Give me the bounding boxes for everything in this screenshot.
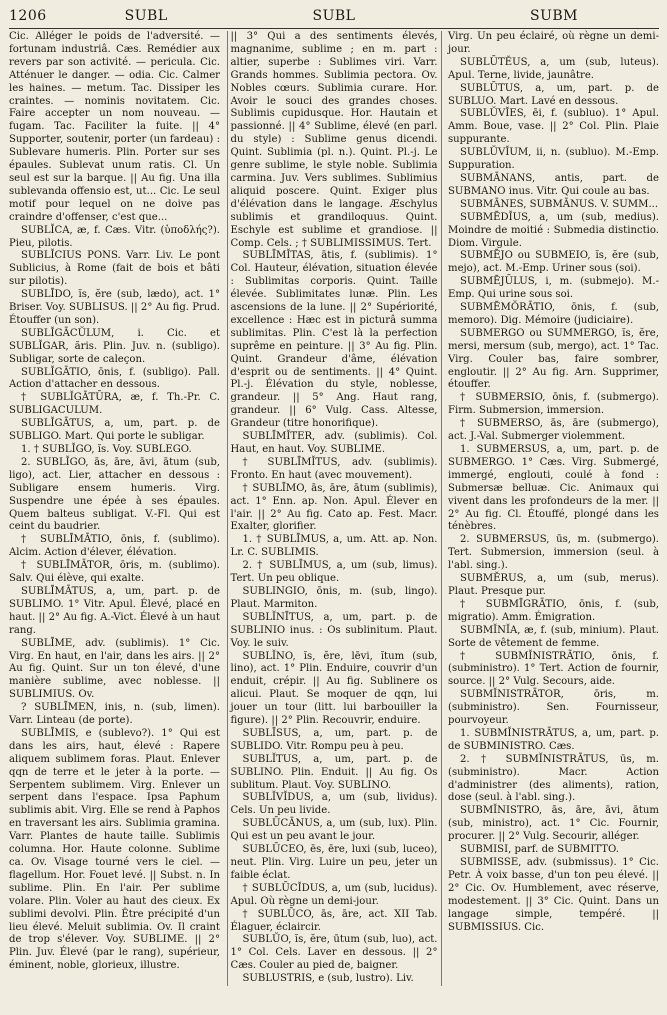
dictionary-entry: SUBLINGIO, ōnis, m. (sub, lingo). Plaut. Marmiton. (230, 585, 438, 610)
dictionary-entry: † SUBMERSIO, ōnis, f. (submergo). Firm. Submersion, immersion. (448, 392, 659, 417)
dictionary-entry: || 3° Qui a des sentiments élevés, magnanime, sublime ; en m. part : altier, superbe : Sublimes viri. Varr. Grands hommes. Sublimia pectora. Ov. Nobles cœurs. Sublimia curare. Hor. Avoir le souci des grandes choses. Sublimis cupidusque. Hor. Hautain et passionné. || 4° Sublime, élevé (en parl. du style) : Sublime genus dicendi. Quint. Sublimia (pl. n.). Quint. Pl.-j. Le genre sublime, le style noble. Sublimia carmina. Juv. Vers sublimes. Sublimius aliquid poscere. Quint. Exiger plus d'élévation dans le langage. Æschylus sublimis et grandiloquus. Quint. Eschyle est sublime et grandiose. || Comp. Cels. ; † SUBLIMISSIMUS. Tert. (230, 31, 438, 249)
dictionary-entry: † SUBLĬGĀTŪRA, æ, f. Th.-Pr. C. SUBLIGACULUM. (9, 392, 220, 417)
dictionary-entry: SUBLŪTUS, a, um, part. p. de SUBLUO. Mart. Lavé en dessous. (448, 82, 659, 107)
dictionary-entry: 1. † SUBLĪMUS, a, um. Att. ap. Non. Lr. C. SUBLIMIS. (230, 534, 438, 559)
dictionary-entry: SUBMERGO ou SUMMERGO, ĭs, ĕre, mersi, mersum (sub, mergo), act. 1° Tac. Virg. Couler bas, faire sombrer, engloutir. || 2° Au fig. Arn. Supprimer, étouffer. (448, 327, 659, 391)
dictionary-entry: SUBLĬCIUS PONS. Varr. Liv. Le pont Sublicius, à Rome (fait de bois et bâti sur pilotis). (9, 250, 220, 288)
dictionary-entry: † SUBMĪGRĀTIO, ōnis, f. (sub, migratio). Amm. Émigration. (448, 598, 659, 623)
dictionary-entry: SUBMĒJŪLUS, i, m. (submejo). M.-Emp. Qui urine sous soi. (448, 276, 659, 301)
dictionary-entry: † SUBMERSO, ās, āre (submergo), act. J.-Val. Submerger violemment. (448, 418, 659, 443)
dictionary-entry: † SUBLŪCĬDUS, a, um (sub, lucidus). Apul. Où règne un demi-jour. (230, 882, 438, 907)
dictionary-entry: SUBMĔRUS, a, um (sub, merus). Plaut. Presque pur. (448, 573, 659, 597)
dictionary-entry: SUBLĬGĀTUS, a, um, part. p. de SUBLIGO. Mart. Qui porte le subligar. (9, 418, 220, 443)
dictionary-entry: SUBMĒJO ou SUBMEIO, ĭs, ĕre (sub, mejo), act. M.-Emp. Uriner sous (soi). (448, 250, 659, 275)
dictionary-entry: SUBMĒDĬUS, a, um (sub, medius). Moindre de moitié : Submedia distinctio. Diom. Virgule. (448, 211, 659, 249)
dictionary-entry: 2. † SUBLĪMUS, a, um (sub, limus). Tert. Un peu oblique. (230, 560, 438, 585)
dictionary-entry: SUBLĪMĬTAS, ātis, f. (sublimis). 1° Col. Hauteur, élévation, situation élevée : Sublimitas corporis. Quint. Taille élevée. Sublimitates lunæ. Plin. Les ascensions de la lune. || 2° Supériorité, excellence : Hæc est in picturâ summa sublimitas. Plin. C'est là la perfection suprême en peinture. || 3° Au fig. Plin. Quint. Grandeur d'âme, élévation d'esprit ou de sentiments. || 4° Quint. Pl.-j. Élévation du style, noblesse, grandeur. || 5° Ang. Haut rang, grandeur. || 6° Vulg. Cass. Altesse, Grandeur (titre honorifique). (230, 250, 438, 430)
dictionary-entry: 1. SUBMERSUS, a, um, part. p. de SUBMERGO. 1° Cæs. Virg. Submergé, immergé, englouti, coulé à fond : Submersæ belluæ. Cic. Animaux qui vivent dans les profondeurs de la mer. || 2° Au fig. Cl. Étouffé, plongé dans les ténèbres. (448, 444, 659, 533)
column-left (9, 31, 220, 986)
dictionary-entry: † SUBLĪMĬTUS, adv. (sublimis). Fronto. En haut (avec mouvement). (230, 456, 438, 481)
column-right (448, 31, 659, 986)
column-middle (227, 31, 442, 986)
dictionary-entry: SUBLŪCĀNUS, a, um (sub, lux). Plin. Qui est un peu avant le jour. (230, 818, 438, 843)
dictionary-entry: Cic. Alléger le poids de l'adversité. — fortunam industriâ. Cæs. Remédier aux revers par son activité. — pericula. Cic. Atténuer le danger. — odia. Cic. Calmer les haines. — metum. Tac. Dissiper les craintes. — nominis novitatem. Cic. Faire accepter un nom nouveau. — fugam. Tac. Faciliter la fuite. || 4° Supporter, soutenir, porter (un fardeau) : Sublevare humeris. Plin. Porter sur ses épaules. Sublevat unum ratis. Cl. Un seul est sur la barque. || Au fig. Una illa sublevanda offensio est, ut... Cic. Le seul motif pour lequel on ne doive pas craindre d'offenser, c'est que... (9, 31, 220, 223)
dictionary-entry: SUBLŬO, ĭs, ĕre, ūtum (sub, luo), act. 1° Col. Cels. Laver en dessous. || 2° Cæs. Couler au pied de, baigner. (230, 934, 438, 972)
dictionary-entry: † SUBLŪCO, ās, āre, act. XII Tab. Élaguer, éclaircir. (230, 908, 438, 933)
dictionary-entry: SUBLŪTĔUS, a, um (sub, luteus). Apul. Terne, livide, jaunâtre. (448, 56, 659, 81)
dictionary-entry: 1. † SUBLĬGO, ĭs. Voy. SUBLEGO. (21, 444, 192, 455)
dictionary-entry: † SUBMĬNISTRĀTIO, ōnis, f. (subministro). 1° Tert. Action de fournir, source. || 2° Vulg. Secours, aide. (448, 650, 659, 688)
dictionary-entry: SUBLĬGĀCŬLUM, i. Cic. et SUBLĬGAR, ăris. Plin. Juv. n. (subligo). Subligar, sorte de caleçon. (9, 327, 220, 365)
dictionary-entry: † SUBLĪMĀTIO, ōnis, f. (sublimo). Alcim. Action d'élever, élévation. (9, 534, 220, 559)
dictionary-entry: SUBMĀNES, SUBMĀNUS. V. SUMM... (460, 198, 659, 210)
dictionary-entry: SUBLĬNĪTUS, a, um, part. p. de SUBLINIO inus. : Os sublinitum. Plaut. Voy. le suiv. (230, 611, 438, 649)
dictionary-entry: SUBLĬTUS, a, um, part. p. de SUBLINO. Plin. Enduit. || Au fig. Os sublitum. Plaut. Voy. SUBLINO. (230, 753, 438, 791)
dictionary-entry: SUBLŬVĬUM, ii, n. (subluo). M.-Emp. Suppuration. (448, 147, 659, 172)
dictionary-entry: SUBLŬVĬES, ēi, f. (subluo). 1° Apul. Amm. Boue, vase. || 2° Col. Plin. Plaie suppurante. (448, 108, 659, 146)
dictionary-entry: SUBLĪMĀTUS, a, um, part. p. de SUBLIMO. 1° Vitr. Apul. Élevé, placé en haut. || 2° Au fig. A.-Vict. Élevé à un haut rang. (9, 585, 220, 636)
dictionary-entry: SUBLĬVĬDUS, a, um (sub, lividus). Cels. Un peu livide. (230, 792, 438, 817)
dictionary-entry: SUBLUSTRIS, e (sub, lustro). Liv. (242, 973, 414, 985)
dictionary-entry: SUBLĪMIS, e (sublevo?). 1° Qui est dans les airs, haut, élevé : Rapere aliquem sublimem foras. Plaut. Enlever qqn de terre et le jeter à la porte. — Serpentem sublimem. Virg. Enlever un serpent dans l'espace. Ipsa Paphum sublimis abit. Virg. Elle se rend à Paphos en traversant les airs. Sublimia gramina. Varr. Plantes de haute taille. Sublimis columna. Hor. Haute colonne. Sublime ca. Ov. Visage tourné vers le ciel. — flagellum. Hor. Fouet levé. || Subst. n. In sublime. Plin. En l'air. Per sublime volare. Plin. Voler au haut des cieux. Ex sublimi devolvi. Plin. Être précipité d'un lieu élevé. Meluit sublimia. Ov. Il craint de trop s'élever. Voy. SUBLIME. || 2° Plin. Juv. Élevé (par le rang), supérieur, éminent, noble, glorieux, illustre. (9, 727, 220, 972)
columns-container (9, 31, 659, 986)
dictionary-entry: Virg. Un peu éclairé, où règne un demi-jour. (448, 31, 659, 55)
guide-word-left: SUBL (124, 8, 168, 24)
dictionary-entry: SUBLĪME, adv. (sublimis). 1° Cic. Virg. En haut, en l'air, dans les airs. || 2° Au fig. Quint. Sur un ton élevé, d'une manière sublime, avec noblesse. || SUBLIMIUS. Ov. (9, 637, 220, 701)
dictionary-entry: 1. SUBMĬNISTRĀTUS, a, um, part. p. de SUBMINISTRO. Cæs. (448, 727, 659, 752)
page-header (9, 8, 659, 29)
guide-word-middle: SUBL (312, 8, 356, 24)
dictionary-entry: 2. SUBLĬGO, ās, āre, āvi, ātum (sub, ligo), act. Lier, attacher en dessous : Subligare ensem humeris. Virg. Suspendre une épée à ses épaules. Quem balteus subligat. V.-Fl. Qui est ceint du baudrier. (9, 456, 220, 533)
page-number: 1206 (9, 8, 47, 24)
dictionary-entry: SUBMĬNĬA, æ, f. (sub, minium). Plaut. Sorte de vêtement de femme. (448, 624, 659, 649)
dictionary-entry: SUBMISSE, adv. (submissus). 1° Cic. Petr. À voix basse, d'un ton peu élevé. || 2° Cic. Ov. Humblement, avec réserve, modestement. || 3° Cic. Quint. Dans un langage simple, tempéré. || SUBMISSIUS. Cic. (448, 857, 659, 933)
dictionary-entry: SUBLĪSUS, a, um, part. p. de SUBLIDO. Vitr. Rompu peu à peu. (230, 727, 438, 752)
dictionary-entry: SUBLĬNO, ĭs, ĕre, lēvi, ĭtum (sub, lino), act. 1° Plin. Enduire, couvrir d'un enduit, crépir. || Au fig. Sublinere os alicui. Plaut. Se moquer de qqn, lui jouer un tour (litt. lui barbouiller la figure). || 2° Plin. Recouvrir, enduire. (230, 650, 438, 727)
dictionary-entry: SUBLĪDO, ĭs, ĕre (sub, lædo), act. 1° Briser. Voy. SUBLISUS. || 2° Au fig. Prud. Étouffer (un son). (9, 289, 220, 326)
dictionary-entry: 2. † SUBMĬNISTRĀTUS, ūs, m. (subministro). Macr. Action d'administrer (des aliments), ration, dose (seul. à l'abl. sing.). (448, 753, 659, 804)
dictionary-entry: SUBMĬNISTRO, ās, āre, āvi, ātum (sub, ministro), act. 1° Cic. Fournir, procurer. || 2° Vulg. Secourir, alléger. (448, 805, 659, 843)
dictionary-entry: SUBLĬCA, æ, f. Cæs. Vitr. (ὑποδλής?). Pieu, pilotis. (9, 224, 220, 249)
dictionary-entry: SUBMĬNISTRĀTOR, ōris, m. (subministro). Sen. Fournisseur, pourvoyeur. (448, 689, 659, 727)
dictionary-entry: SUBMĀNANS, antis, part. de SUBMANO inus. Vitr. Qui coule au bas. (448, 172, 659, 197)
dictionary-entry: SUBLĪMĬTER, adv. (sublimis). Col. Haut, en haut. Voy. SUBLIME. (230, 431, 438, 455)
guide-word-right: SUBM (529, 8, 578, 24)
dictionary-entry: 2. SUBMERSUS, ūs, m. (submergo). Tert. Submersion, immersion (seul. à l'abl. sing.). (448, 534, 659, 572)
dictionary-entry: † SUBLĪMĀTOR, ōris, m. (sublimo). Salv. Qui élève, qui exalte. (9, 560, 220, 585)
dictionary-entry: † SUBLĪMO, ās, āre, ātum (sublimis), act. 1° Enn. ap. Non. Apul. Élever en l'air. || 2° Au fig. Cato ap. Fest. Macr. Exalter, glorifier. (230, 482, 438, 533)
dictionary-entry: SUBLŪCEO, ēs, ēre, luxi (sub, luceo), neut. Plin. Virg. Luire un peu, jeter un faible éclat. (230, 844, 438, 881)
dictionary-entry: SUBMISI, parf. de SUBMITTO. (460, 844, 619, 856)
dictionary-entry: SUBLĬGĀTIO, ōnis, f. (subligo). Pall. Action d'attacher en dessous. (9, 366, 220, 391)
page-number-and-left-guide (9, 8, 219, 24)
dictionary-entry: SUBMĒMŎRĀTIO, ōnis, f. (sub, memoro). Dig. Mémoire (judiciaire). (448, 302, 659, 326)
dictionary-entry: ? SUBLĪMEN, inis, n. (sub, limen). Varr. Linteau (de porte). (9, 702, 220, 727)
